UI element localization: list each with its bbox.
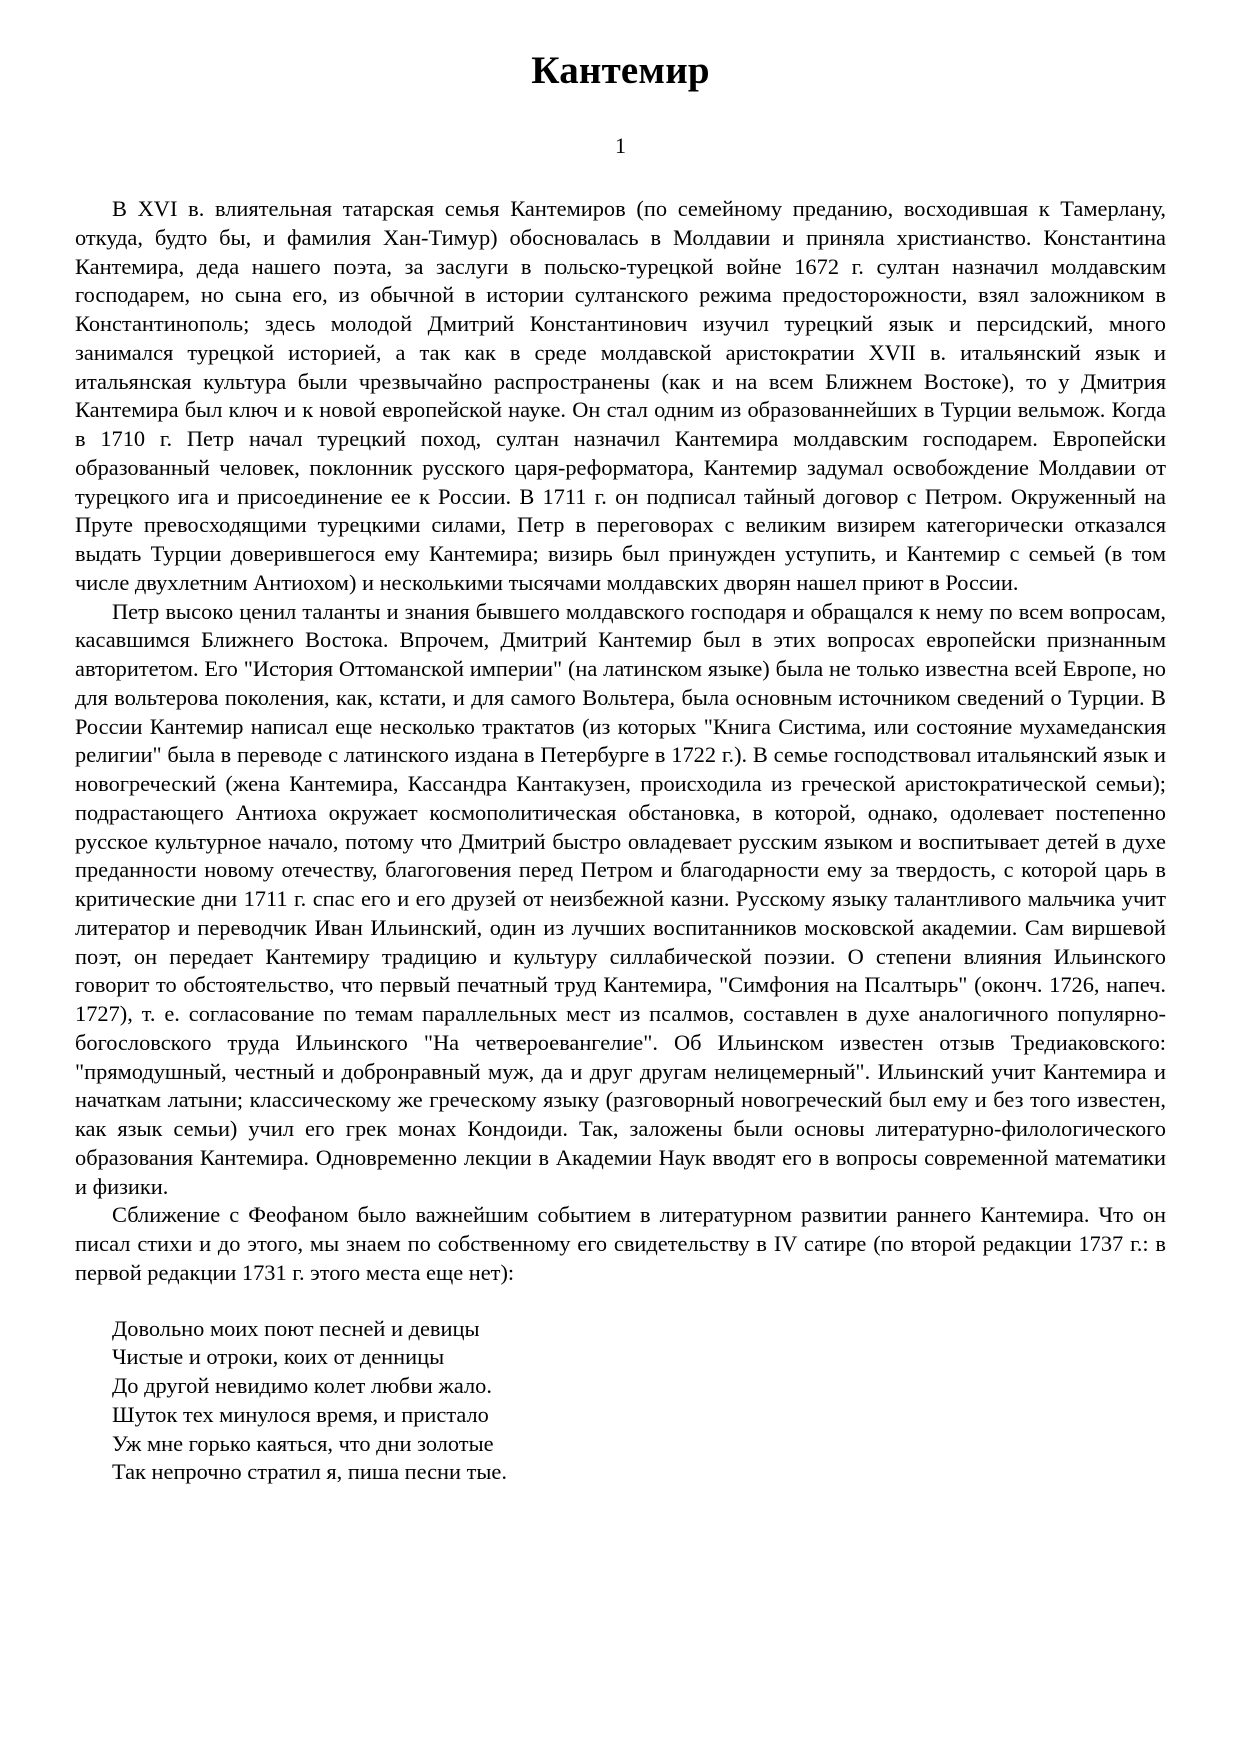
page-title: Кантемир bbox=[531, 49, 710, 92]
paragraph-3: Сближение с Феофаном было важнейшим событием в литературном развитии раннего Кантемира. Что он писал стихи и до этого, мы знаем по собственному его свидетельству в IV сатире (по второй редакции 1737 г.: в первой редакции 1731 г. этого места еще нет): bbox=[75, 1202, 1166, 1285]
poem-line-4: Шуток тех минулося время, и пристало bbox=[112, 1401, 489, 1427]
poem-quote bbox=[75, 1315, 1166, 1488]
paragraph-1: В XVI в. влиятельная татарская семья Кантемиров (по семейному преданию, восходившая к Тамерлану, откуда, будто бы, и фамилия Хан-Тимур) обосновалась в Молдавии и приняла христианство. Константина Кантемира, деда нашего поэта, за заслуги в польско-турецкой войне 1672 г. султан назначил молдавским господарем, но сына его, из обычной в истории султанского режима предосторожности, взял заложником в Константинополь; здесь молодой Дмитрий Константинович изучил турецкий язык и персидский, много занимался турецкой историей, а так как в среде молдавской аристократии XVII в. итальянский язык и итальянская культура были чрезвычайно распространены (как и на всем Ближнем Востоке), то у Дмитрия Кантемира был ключ и к новой европейской науке. Он стал одним из образованнейших в Турции вельмож. Когда в 1710 г. Петр начал турецкий поход, султан назначил Кантемира молдавским господарем. Европейски образованный человек, поклонник русского царя-реформатора, Кантемир задумал освобождение Молдавии от турецкого ига и присоединение ее к России. В 1711 г. он подписал тайный договор с Петром. Окруженный на Пруте превосходящими турецкими силами, Петр в переговорах с великим визирем категорически отказался выдать Турции доверившегося ему Кантемира; визирь был принужден уступить, и Кантемир с семьей (в том числе двухлетним Антиохом) и несколькими тысячами молдавских дворян нашел приют в России. bbox=[75, 196, 1166, 595]
poem-line-1: Довольно моих поют песней и девицы bbox=[112, 1315, 480, 1341]
document-page bbox=[75, 48, 1166, 1487]
paragraph-2: Петр высоко ценил таланты и знания бывшего молдавского господаря и обращался к нему по всем вопросам, касавшимся Ближнего Востока. Впрочем, Дмитрий Кантемир был в этих вопросах европейски признанным авторитетом. Его "История Оттоманской империи" (на латинском языке) была не только известна всей Европе, но для вольтерова поколения, как, кстати, и для самого Вольтера, была основным источником сведений о Турции. В России Кантемир написал еще несколько трактатов (из которых "Книга Систима, или состояние мухамеданския религии" была в переводе с латинского издана в Петербурге в 1722 г.). В семье господствовал итальянский язык и новогреческий (жена Кантемира, Кассандра Кантакузен, происходила из греческой аристократической семьи); подрастающего Антиоха окружает космополитическая обстановка, в которой, однако, одолевает постепенно русское культурное начало, потому что Дмитрий быстро овладевает русским языком и воспитывает детей в духе преданности новому отечеству, благоговения перед Петром и благодарности ему за твердость, с которой царь в критические дни 1711 г. спас его и его друзей от неизбежной казни. Русскому языку талантливого мальчика учит литератор и переводчик Иван Ильинский, один из лучших воспитанников московской академии. Сам виршевой поэт, он передает Кантемиру традицию и культуру силлабической поэзии. О степени влияния Ильинского говорит то обстоятельство, что первый печатный труд Кантемира, "Симфония на Псалтырь" (оконч. 1726, напеч. 1727), т. е. согласование по темам параллельных мест из псалмов, составлен в духе аналогичного популярно-богословского труда Ильинского "На четвероевангелие". Об Ильинском известен отзыв Тредиаковского: "прямодушный, честный и добронравный муж, да и друг другам нелицемерный". Ильинский учит Кантемира и начаткам латыни; классическому же греческому языку (разговорный новогреческий был ему и без того известен, как язык семьи) учил его грек монах Кондоиди. Так, заложены были основы литературно-филологического образования Кантемира. Одновременно лекции в Академии Наук вводят его в вопросы современной математики и физики. bbox=[75, 598, 1166, 1199]
poem-line-3: До другой невидимо колет любви жало. bbox=[112, 1373, 492, 1399]
poem-line-6: Так непрочно стратил я, пиша песни тые. bbox=[112, 1459, 507, 1485]
document-body bbox=[75, 195, 1166, 1288]
section-number: 1 bbox=[615, 132, 626, 158]
poem-line-2: Чистые и отроки, коих от денницы bbox=[112, 1344, 445, 1370]
poem-line-5: Уж мне горько каяться, что дни золотые bbox=[112, 1430, 494, 1456]
